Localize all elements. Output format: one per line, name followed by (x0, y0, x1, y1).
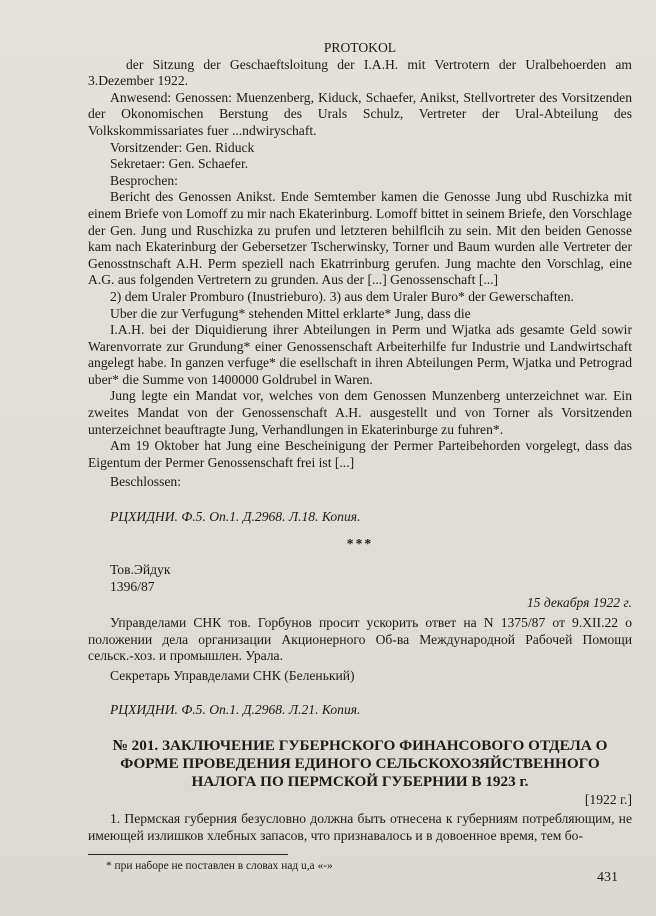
section-separator: *** (346, 535, 374, 551)
protocol-paragraph-4: Jung legte ein Mandat vor, welches von dem Genossen Munzenberg unterzeichnet war. Ein zweites Mandat von der Genossenschaft A.H. ausgestellt und von Torner als Vorsitzenden unterzeichnet beauftragte Jung, Verhandlungen in Ekaterinburge zu fuhren*. (88, 388, 632, 437)
letter-date: 15 декабря 1922 г. (526, 595, 632, 611)
protocol-secretary: Sekretaer: Gen. Schaefer. (110, 156, 249, 172)
footnote-divider (88, 854, 288, 855)
document-date: [1922 г.] (584, 791, 632, 807)
page-content (88, 40, 632, 873)
protocol-paragraph-5: Am 19 Oktober hat Jung eine Bescheinigung der Permer Parteibehorden vorgelegt, dass das Eigentum der Permer Genossenschaft frei ist [...] (88, 438, 632, 470)
document-heading: № 201. ЗАКЛЮЧЕНИЕ ГУБЕРНСКОГО ФИНАНСОВОГО ОТДЕЛА О ФОРМЕ ПРОВЕДЕНИЯ ЕДИНОГО СЕЛЬСКОХОЗЯЙСТВЕННОГО НАЛОГА ПО ПЕРМСКОЙ ГУБЕРНИИ В 1923 г. (112, 736, 608, 791)
page-number: 431 (597, 870, 618, 885)
letter-number: 1396/87 (110, 578, 155, 594)
protocol-decided: Beschlossen: (110, 474, 181, 490)
letter-body: Управделами СНК тов. Горбунов просит ускорить ответ на N 1375/87 от 9.XII.22 о положении дела организации Акционерного Об-ва Международной Рабочей Помощи сельск.-хоз. и промышлен. Урала. (88, 615, 632, 664)
protocol-archive-reference: РЦХИДНИ. Ф.5. Оп.1. Д.2968. Л.18. Копия. (110, 509, 361, 525)
protocol-paragraph-1: Bericht des Genossen Anikst. Ende Semtember kamen die Genosse Jung ubd Ruschizka mit einem Briefe von Lomoff zu mir nach Ekaterinburg. Lomoff bittet in seinem Briefe, den Vorschlage der Gen. Jung und Ruschizka zu prufen und letzteren behilflcih zu sein. Mit den beiden Genosse kam nach Ekaterinburg der Gebersetzer Tscherwinsky, Torner und Baum wurden alle Vertreter der Genosstnschaft A.H. Perm speziell nach Ekatrrinburg gerufen. Jung machte den Vorschlag, eine A.G. aus folgenden Vertretern zu grunden. Aus der [...] Genossenschaft [...] (88, 189, 632, 288)
protocol-title: PROTOKOL (323, 40, 397, 55)
protocol-paragraph-2: 2) dem Uraler Promburo (Inustrieburo). 3) aus dem Uraler Buro* der Gewerschaften. (110, 288, 574, 304)
footnote: * при наборе не поставлен в словах над u,a «-» (106, 860, 333, 873)
protocol-paragraph-3b: I.A.H. bei der Diquidierung ihrer Abteilungen in Perm und Wjatka ads gesamte Geld sowir Warenvorrate zur Grundung* einer Genossenschaft Arbeiterhilfe fur Industrie und Landwirtschaft angelegt habe. In ganzen verfuge* die esellschaft in ihren Abteilungen Perm, Wjatka und Petrograd uber* die Summe von 1400000 Goldrubel in Waren. (88, 322, 632, 387)
protocol-paragraph-3a: Uber die zur Verfugung* stehenden Mittel erklarte* Jung, dass die (110, 305, 471, 321)
letter-addressee: Тов.Эйдук (110, 562, 171, 578)
protocol-attendees: Anwesend: Genossen: Muenzenberg, Kiduck, Schaefer, Anikst, Stellvortreter des Vorsitzenden der Okonomischen Berstung des Urals Schulz, Vertreter der Ural-Abteilung des Volkskommissariates fuer ...ndwiryschaft. (88, 89, 632, 138)
protocol-chairman: Vorsitzender: Gen. Riduck (110, 139, 255, 155)
letter-signature: Секретарь Управделами СНК (Беленький) (110, 667, 355, 683)
document-paragraph-1: 1. Пермская губерния безусловно должна быть отнесена к губерниям потребляющим, не имеющей излишков хлебных запасов, что признавалось и в довоенное время, тем бо- (88, 811, 632, 843)
protocol-discussed: Besprochen: (110, 172, 178, 188)
letter-archive-reference: РЦХИДНИ. Ф.5. Оп.1. Д.2968. Л.21. Копия. (110, 702, 361, 718)
protocol-subtitle: der Sitzung der Geschaeftsloitung der I.A.H. mit Vertrotern der Uralbehoerden am 3.Dezember 1922. (88, 56, 632, 89)
